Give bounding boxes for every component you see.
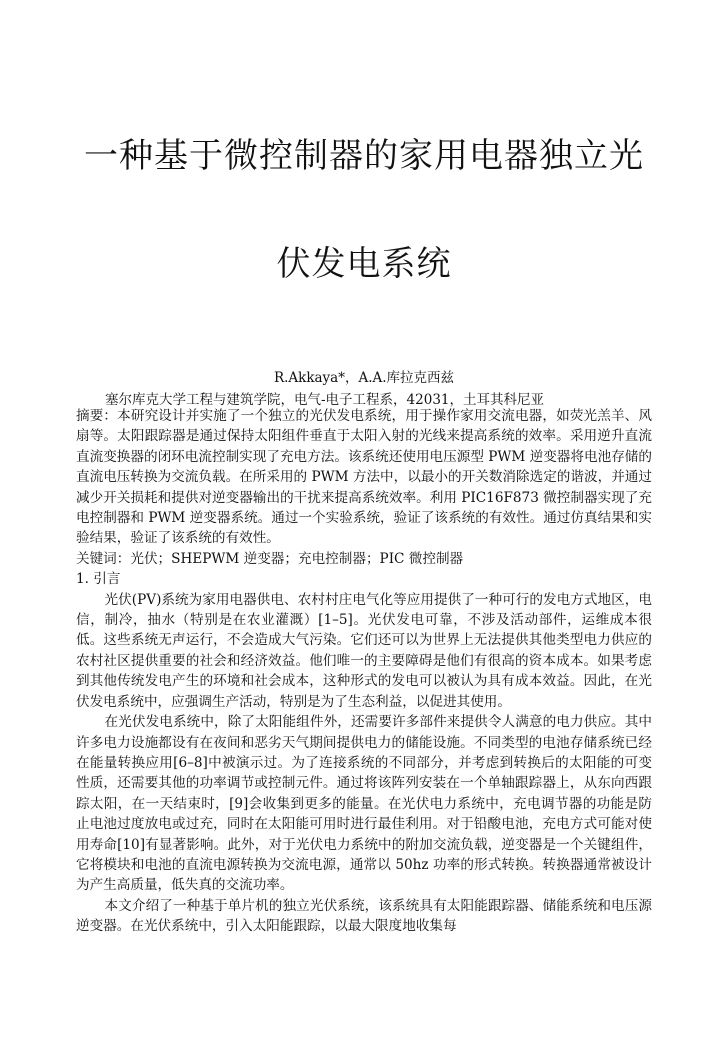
section-heading-introduction: 1. 引言	[76, 571, 121, 588]
affiliation: 塞尔库克大学工程与建筑学院，电气-电子工程系，42031，土耳其科尼亚	[105, 392, 545, 408]
paper-title-line-1: 一种基于微控制器的家用电器独立光	[84, 136, 644, 176]
authors: R.Akkaya*，A.A.库拉克西兹	[273, 370, 455, 386]
abstract: 摘要：本研究设计并实施了一个独立的光伏发电系统，用于操作家用交流电器，如荧光羔羊、风扇等。太阳跟踪器是通过保持太阳组件垂直于太阳入射的光线来提高系统的效率。采用逆升直流直流变换器的闭环电流控制实现了充电方法。该系统还使用电压源型 PWM 逆变器将电池存储的直流电压转换为交流负载。在所采用的 PWM 方法中，以最小的开关数消除选定的谐波，并通过减少开关损耗和提供对逆变器输出的干扰来提高系统效率。利用 PIC16F873 微控制器实现了充电控制器和 PWM 逆变器系统。通过一个实验系统，验证了该系统的有效性。通过仿真结果和实验结果，验证了该系统的有效性。	[76, 408, 652, 547]
paragraph-1: 光伏(PV)系统为家用电器供电、农村村庄电气化等应用提供了一种可行的发电方式地区，电信，制冷，抽水（特别是在农业灌溉）[1–5]。光伏发电可靠，不涉及活动部件，运维成本很低。这些系统无声运行，不会造成大气污染。它们还可以为世界上无法提供其他类型电力供应的农村社区提供重要的社会和经济效益。他们唯一的主要障碍是他们有很高的资本成本。如果考虑到其他传统发电产生的环境和社会成本，这种形式的发电可以被认为具有成本效益。因此，在光伏发电系统中，应强调生产活动，特别是为了生态利益，以促进其使用。	[76, 591, 652, 710]
paper-body	[76, 406, 652, 937]
paper-title-line-2: 伏发电系统	[276, 244, 452, 284]
paragraph-3: 本文介绍了一种基于单片机的独立光伏系统，该系统具有太阳能跟踪器、储能系统和电压源逆变器。在光伏系统中，引入太阳能跟踪，以最大限度地收集每	[76, 897, 652, 935]
keywords: 关键词：光伏；SHEPWM 逆变器；充电控制器；PIC 微控制器	[76, 550, 464, 567]
paragraph-2: 在光伏发电系统中，除了太阳能组件外，还需要许多部件来提供令人满意的电力供应。其中许多电力设施都设有在夜间和恶劣天气期间提供电力的储能设施。不同类型的电池存储系统已经在能量转换应用[6–8]中被演示过。为了连接系统的不同部分，并考虑到转换后的太阳能的可变性质，还需要其他的功率调节或控制元件。通过将该阵列安装在一个单轴跟踪器上，从东向西跟踪太阳，在一天结束时，[9]会收集到更多的能量。在光伏电力系统中，充电调节器的功能是防止电池过度放电或过充，同时在太阳能可用时进行最佳利用。对于铅酸电池，充电方式可能对使用寿命[10]有显著影响。此外，对于光伏电力系统中的附加交流负载，逆变器是一个关键组件，它将模块和电池的直流电源转换为交流电源，通常以 50hz 功率的形式转换。转换器通常被设计为产生高质量，低失真的交流功率。	[76, 714, 652, 894]
